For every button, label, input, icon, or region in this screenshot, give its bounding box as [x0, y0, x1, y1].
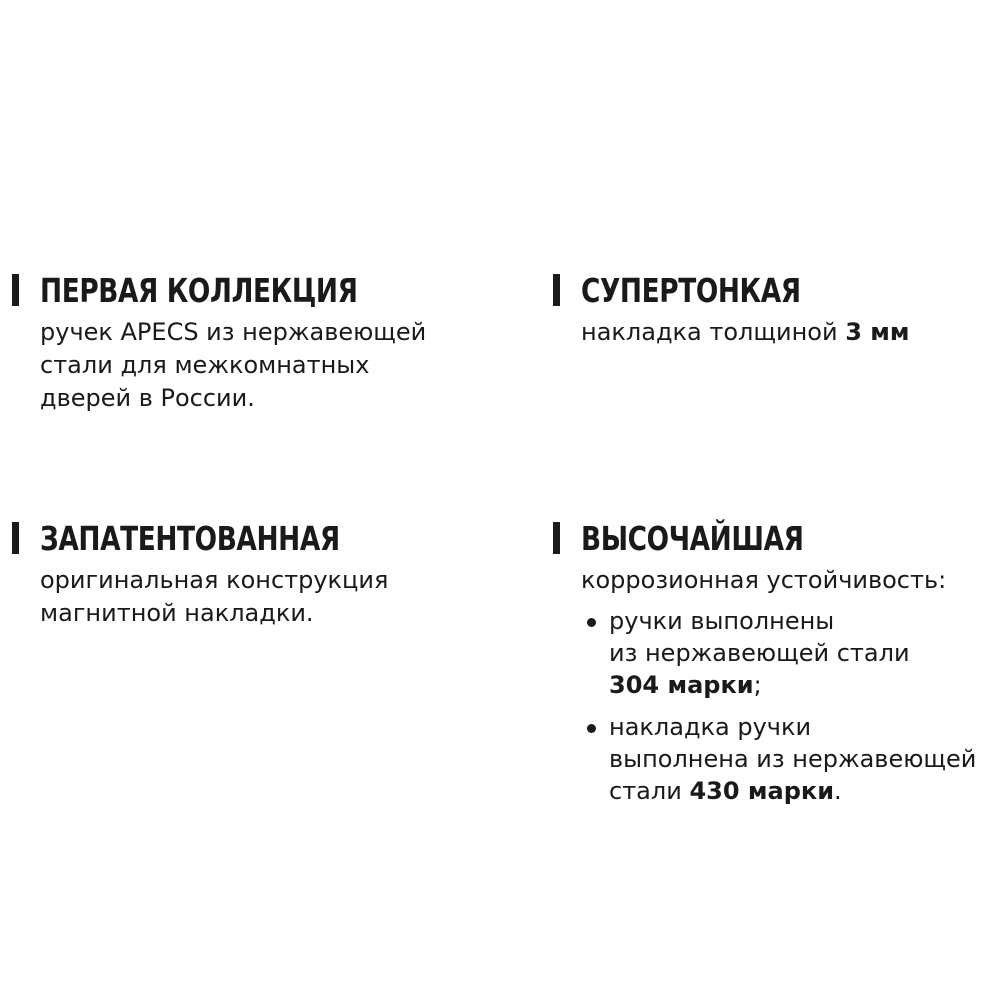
feature-description: [40, 564, 472, 630]
description-line: магнитной накладки.: [40, 599, 314, 627]
bullet-list: [553, 605, 998, 807]
feature-highest-corrosion-resistance: [553, 514, 998, 817]
feature-heading: СУПЕРТОНКАЯ: [581, 270, 801, 310]
bullet-text: стали: [609, 777, 690, 805]
feature-patented: [12, 514, 472, 630]
description-line: ручек APECS из нержавеющей: [40, 318, 427, 346]
thickness-value: 3 мм: [845, 318, 910, 346]
bullet-punctuation: ;: [753, 671, 762, 699]
feature-description: [581, 564, 998, 597]
steel-grade: 304 марки: [609, 671, 754, 699]
bullet-punctuation: .: [834, 777, 842, 805]
bullet-dot-icon: [587, 724, 596, 733]
bullet-line: из нержавеющей стали: [609, 639, 910, 667]
feature-heading: ВЫСОЧАЙШАЯ: [581, 518, 804, 558]
list-item: [609, 605, 998, 701]
feature-heading-row: [553, 514, 998, 562]
heading-bar-marker: [12, 274, 19, 306]
heading-bar-marker: [553, 274, 560, 306]
bullet-line: [609, 669, 998, 701]
heading-bar-marker: [12, 522, 19, 554]
description-line: [581, 316, 993, 349]
feature-heading-row: [12, 266, 472, 314]
feature-description: [40, 316, 472, 415]
bullet-line: ручки выполнены: [609, 607, 835, 635]
feature-heading-row: [12, 514, 472, 562]
heading-bar-marker: [553, 522, 560, 554]
steel-grade: 430 марки: [689, 777, 835, 805]
description-line: оригинальная конструкция: [40, 566, 389, 594]
feature-description: [581, 316, 993, 349]
feature-heading: ПЕРВАЯ КОЛЛЕКЦИЯ: [40, 270, 358, 310]
feature-heading-row: [553, 266, 993, 314]
feature-heading: ЗАПАТЕНТОВАННАЯ: [40, 518, 340, 558]
bullet-line: выполнена из нержавеющей: [609, 745, 977, 773]
description-line: дверей в России.: [40, 384, 255, 412]
description-line: стали для межкомнатных: [40, 351, 370, 379]
feature-super-thin: [553, 266, 993, 349]
feature-first-collection: [12, 266, 472, 415]
bullet-line: накладка ручки: [609, 713, 812, 741]
list-item: [609, 711, 998, 807]
bullet-line: [609, 775, 998, 807]
description-line: коррозионная устойчивость:: [581, 566, 947, 594]
description-text: накладка толщиной: [581, 318, 846, 346]
bullet-dot-icon: [587, 618, 596, 627]
